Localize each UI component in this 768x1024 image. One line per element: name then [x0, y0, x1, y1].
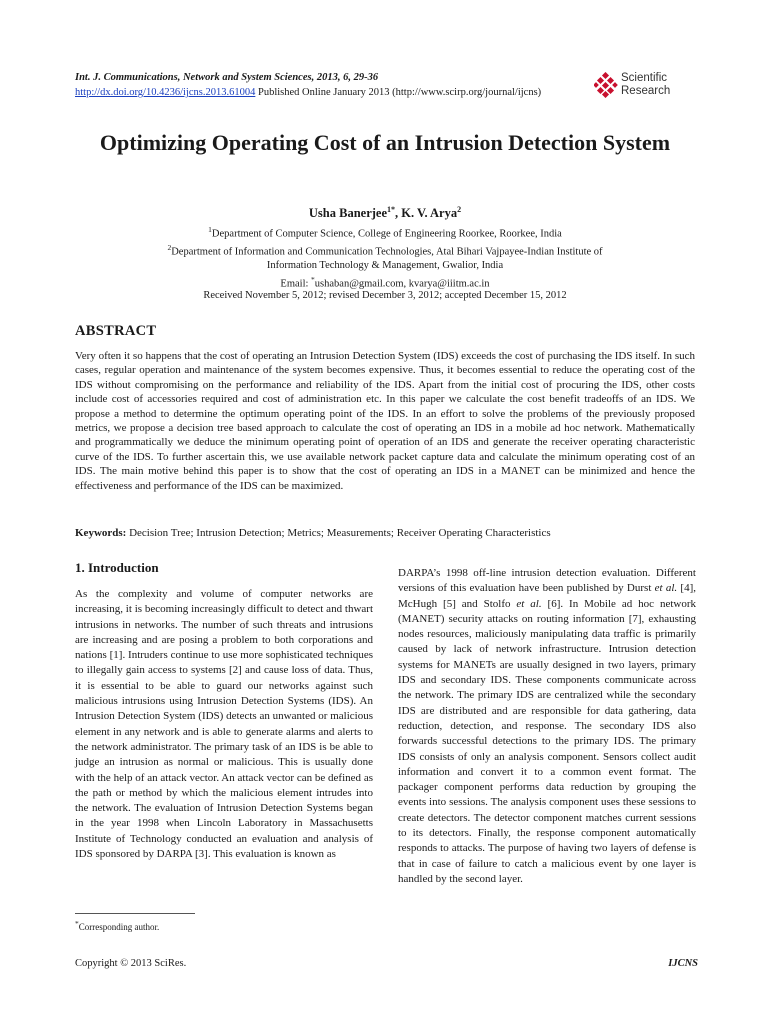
intro-paragraph-right: DARPA’s 1998 off-line intrusion detection evaluation. Different versions of this evaluation have been published by Durst et al. [4], McHugh [5] and Stolfo et al. [6]. In Mobile ad hoc network (MANET) security attacks on routing information [7], exhausting nodes resources, maliciously manipulating data traffic is primarily caused by lack of network infrastructure. Intrusion detection systems for MANETs are usually designed in two layers, primary IDS and secondary IDS. These components communicate across the network. The primary IDS are centralized while the secondary IDS are distributed and are responsible for data gathering, data reduction, detection, and response. The secondary IDS also forwards successful detections to the primary IDS. The primary IDS consists of only an analysis component. Sensors collect audit information and convert it to a common event format. The packager component performs data reduction by grouping the events into sessions. The analysis component uses these sessions to create detectors. The detector component matches current sessions to its detectors. Finally, the response component automatically responds to attacks. The purpose of having two layers of defense is that in case of failure to catch a malicious event by one layer is handled by the second layer.	[398, 567, 696, 885]
doi-line	[75, 85, 541, 100]
logo-line-2: Research	[621, 85, 671, 97]
intro-paragraph-left: As the complexity and volume of computer networks are increasing, it is becoming increasingly difficult to detect and thwart intrusions in networks. The number of such threats and intrusions are increasing and are posing a problem to both corporations and nations [1]. Intruders continue to use more sophisticated techniques to illegally gain access to systems [2] and cause loss of data. Thus, it is essential to be able to guard our networks against such malicious intrusions using Intrusion Detection Systems (IDS). An Intrusion Detection System (IDS) detects an unwanted or malicious element in any network and is able to generate alarms and alerts to the network administrator. The primary task of an IDS is be able to judge an intrusion as normal or malicious. This is usually done with the help of an attack vector. An attack vector can be defined as the path or method by which the malicious element intrudes into the network. The evaluation of Intrusion Detection Systems began in the year 1998 when Lincoln Laboratory in Massachusetts Institute of Technology conducted an evaluation and analysis of IDS sponsored by DARPA [3]. This evaluation is known as	[75, 588, 373, 861]
paper-title: Optimizing Operating Cost of an Intrusion Detection System	[99, 130, 671, 155]
received-dates: Received November 5, 2012; revised December 3, 2012; accepted December 15, 2012	[203, 290, 567, 301]
affiliation-2: $^2$Department of Information and Communication Technologies, Atal Bihari Vajpayee-Indian Institute of	[167, 243, 603, 258]
keywords	[75, 527, 695, 539]
citation-line	[75, 70, 541, 85]
abstract-heading: ABSTRACT	[75, 323, 157, 339]
published-info: Published Online January 2013 (http://www.scirp.org/journal/ijcns)	[255, 87, 542, 98]
keywords-label: Keywords:	[75, 527, 127, 539]
section-heading-introduction: 1. Introduction	[75, 560, 159, 575]
author-1: Usha Banerjee$^{1*}$	[308, 205, 396, 221]
column-right	[398, 566, 696, 887]
copyright: Copyright © 2013 SciRes.	[75, 958, 187, 969]
logo-diamond-icon	[594, 72, 618, 98]
doi-link[interactable]: http://dx.doi.org/10.4236/ijcns.2013.61004	[75, 87, 256, 98]
logo-text	[621, 72, 670, 98]
email-line: Email: *ushaban@gmail.com, kvarya@iiitm.ac.in	[280, 274, 490, 289]
journal-name: Int. J. Communications, Network and System Sciences	[75, 72, 312, 83]
scientific-research-logo	[594, 72, 704, 100]
authors: Usha Banerjee$^{1*}$, K. V. Arya$^2$	[308, 205, 462, 221]
column-left	[75, 560, 373, 862]
abstract-body: Very often it so happens that the cost of operating an Intrusion Detection System (IDS) exceeds the cost of purchasing the IDS itself. In such cases, regular operation and maintenance of the system becomes expensive. Thus, it becomes essential to reduce the operating cost of the IDS without compromising on the performance and reliability of the IDS. Apart from the initial cost of procuring the IDS, other costs include cost of accessories required and cost of administration etc. In this paper we calculate the cost benefit tradeoffs of an IDS. We propose a method to determine the optimum operating point of the IDS. In an effort to solve the problems of the previously proposed metrics, we propose a decision tree based approach to calculate the cost of operating an IDS in a mobile ad hoc network. Mathematically and programmatically we deduce the minimum operating point of operation of an IDS and generate the receiver operating characteristic curve of the IDS. To further ascertain this, we use available network packet capture data and calculate the minimum operating cost of an IDS. The main motive behind this paper is to show that the cost of operating an IDS in a MANET can be minimized and hence the effectiveness and performance of the IDS can be maximized.	[75, 350, 695, 492]
footnote-rule	[75, 913, 195, 914]
affiliation-1: $^1$Department of Computer Science, College of Engineering Roorkee, Roorkee, India	[208, 225, 562, 240]
logo-line-1: Scientific	[621, 72, 668, 84]
affiliations	[75, 223, 695, 291]
author-2: K. V. Arya$^2$	[401, 205, 462, 221]
journal-volume: , 2013, 6, 29-36	[311, 72, 379, 83]
footnote: *Corresponding author.	[75, 919, 160, 932]
journal-abbreviation: IJCNS	[668, 958, 698, 969]
journal-header	[75, 70, 541, 100]
affiliation-2-cont: Information Technology & Management, Gwalior, India	[266, 260, 504, 271]
keywords-text: Decision Tree; Intrusion Detection; Metrics; Measurements; Receiver Operating Characteristics	[126, 527, 551, 539]
